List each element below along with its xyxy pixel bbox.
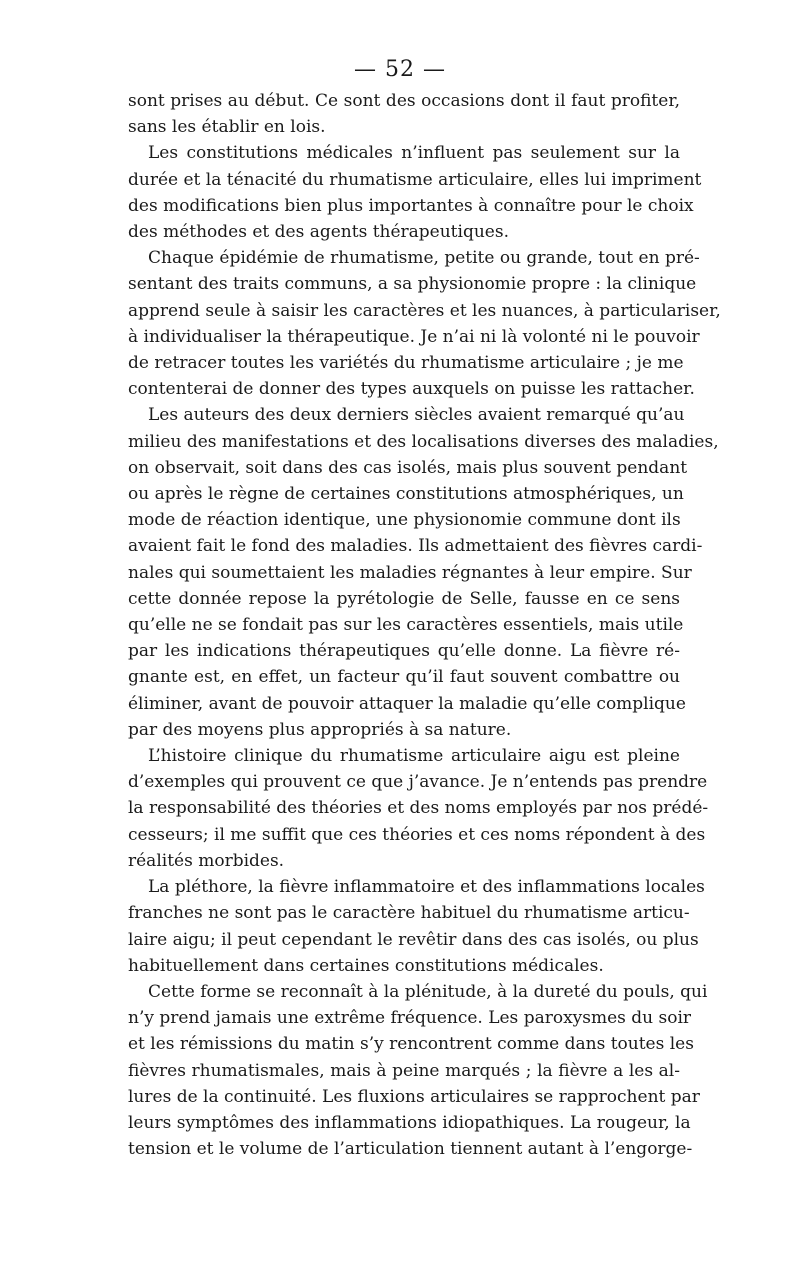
text-line: contenterai de donner des types auxquels on puisse les rattacher. bbox=[128, 379, 695, 400]
text-line: lures de la continuité. Les fluxions articulaires se rapprochent par bbox=[128, 1086, 700, 1107]
text-line: gnante est, en effet, un facteur qu’il faut souvent combattre ou bbox=[128, 667, 680, 688]
text-line: la responsabilité des théories et des noms employés par nos prédé- bbox=[128, 798, 709, 819]
paragraph bbox=[128, 874, 705, 979]
paragraph bbox=[128, 979, 708, 1162]
text-line: laire aigu; il peut cependant le revêtir dans des cas isolés, ou plus bbox=[128, 929, 699, 950]
paragraph bbox=[128, 743, 709, 874]
text-line: Les constitutions médicales n’influent pas seulement sur la bbox=[148, 143, 680, 164]
text-line: Chaque épidémie de rhumatisme, petite ou grande, tout en pré- bbox=[148, 248, 700, 269]
text-line: des méthodes et des agents thérapeutiques. bbox=[128, 222, 509, 243]
text-line: avaient fait le fond des maladies. Ils admettaient des fièvres cardi- bbox=[128, 536, 703, 557]
text-line: réalités morbides. bbox=[128, 850, 285, 871]
paragraph bbox=[128, 140, 702, 245]
text-line: et les rémissions du matin s’y rencontrent comme dans toutes les bbox=[128, 1034, 694, 1055]
text-line: sentant des traits communs, a sa physionomie propre : la clinique bbox=[128, 274, 697, 295]
text-line: sans les établir en lois. bbox=[128, 117, 326, 138]
text-line: Les auteurs des deux derniers siècles avaient remarqué qu’au bbox=[148, 405, 685, 426]
text-line: mode de réaction identique, une physionomie commune dont ils bbox=[128, 510, 681, 531]
paragraph bbox=[128, 245, 721, 402]
text-line: ou après le règne de certaines constitutions atmosphériques, un bbox=[128, 484, 684, 505]
text-line: L’histoire clinique du rhumatisme articulaire aigu est pleine bbox=[148, 746, 680, 767]
text-line: Cette forme se reconnaît à la plénitude, à la dureté du pouls, qui bbox=[148, 981, 708, 1002]
text-line: cette donnée repose la pyrétologie de Selle, fausse en ce sens bbox=[128, 588, 680, 609]
paragraph bbox=[128, 402, 719, 743]
text-line: des modifications bien plus importantes à connaître pour le choix bbox=[128, 195, 694, 216]
text-line: leurs symptômes des inflammations idiopathiques. La rougeur, la bbox=[128, 1112, 691, 1133]
text-line: nales qui soumettaient les maladies régnantes à leur empire. Sur bbox=[128, 562, 692, 583]
text-line: tension et le volume de l’articulation tiennent autant à l’engorge- bbox=[128, 1139, 693, 1160]
text-line: cesseurs; il me suffit que ces théories et ces noms répondent à des bbox=[128, 824, 706, 845]
text-line: milieu des manifestations et des localisations diverses des maladies, bbox=[128, 431, 719, 452]
text-line: on observait, soit dans des cas isolés, mais plus souvent pendant bbox=[128, 457, 688, 478]
text-line: éliminer, avant de pouvoir attaquer la maladie qu’elle complique bbox=[128, 693, 686, 714]
text-line: de retracer toutes les variétés du rhumatisme articulaire ; je me bbox=[128, 353, 684, 374]
page-number: — 52 — bbox=[354, 57, 446, 82]
text-line: apprend seule à saisir les caractères et les nuances, à particulariser, bbox=[128, 300, 721, 321]
text-line: durée et la ténacité du rhumatisme articulaire, elles lui impriment bbox=[128, 169, 702, 190]
text-line: habituellement dans certaines constitutions médicales. bbox=[128, 955, 604, 976]
text-line: fièvres rhumatismales, mais à peine marqués ; la fièvre a les al- bbox=[128, 1060, 680, 1081]
text-line: qu’elle ne se fondait pas sur les caractères essentiels, mais utile bbox=[128, 615, 684, 636]
text-line: par des moyens plus appropriés à sa nature. bbox=[128, 719, 512, 740]
text-line: La pléthore, la fièvre inflammatoire et des inflammations locales bbox=[148, 877, 705, 898]
text-line: à individualiser la thérapeutique. Je n’ai ni là volonté ni le pouvoir bbox=[128, 326, 700, 347]
text-line: franches ne sont pas le caractère habituel du rhumatisme articu- bbox=[128, 903, 690, 924]
text-line: sont prises au début. Ce sont des occasions dont il faut profiter, bbox=[128, 91, 680, 111]
text-line: par les indications thérapeutiques qu’elle donne. La fièvre ré- bbox=[128, 641, 680, 662]
text-line: d’exemples qui prouvent ce que j’avance. Je n’entends pas prendre bbox=[128, 772, 708, 793]
body-text bbox=[128, 88, 721, 1162]
text-line: n’y prend jamais une extrême fréquence. Les paroxysmes du soir bbox=[128, 1008, 692, 1029]
paragraph bbox=[128, 88, 680, 140]
